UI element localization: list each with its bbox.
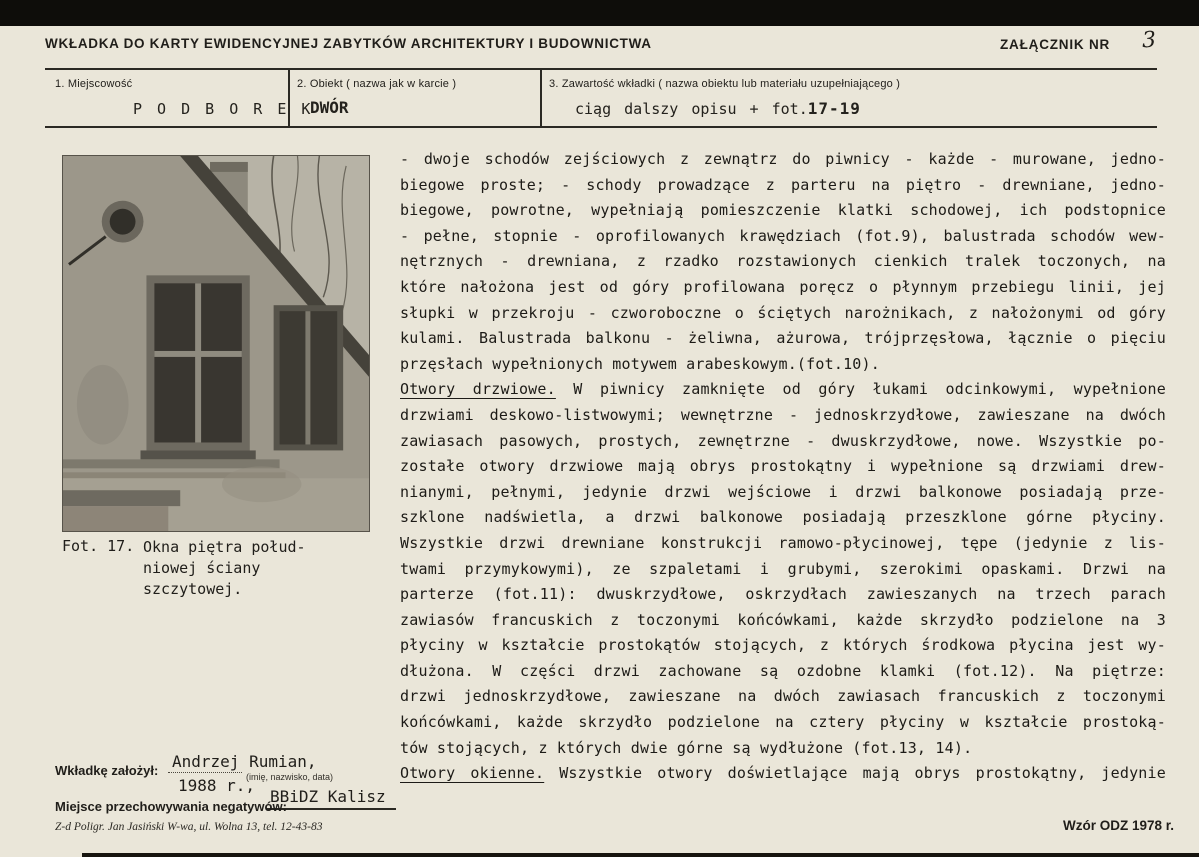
typewritten-line: dłużona. W części drzwi zachowane są ozdobne klamki (fot.12). Na piętrze: — [400, 661, 1166, 680]
field-value-miejscowosc: P O D B O R E K — [133, 100, 312, 118]
typewritten-line: końcówkami, każde skrzydło podzielone na cztery płyciny w kształcie prostoką- — [400, 713, 1166, 732]
typewritten-line: zostałe otwory drzwiowe mają obrys prostokątny i wypełnione są drzwiami drew- — [400, 457, 1166, 476]
photo-caption — [143, 537, 306, 600]
typewritten-line: drzwi jednoskrzydłowe, zawieszane na dwóch zawiasach francuskich z toczonymi — [400, 687, 1166, 706]
scan-bottom-edge — [82, 853, 1199, 857]
author-date: 1988 r., — [178, 776, 256, 795]
photo-caption-line-3: szczytowej. — [143, 580, 243, 598]
typewritten-line: Wszystkie drzwi drewniane konstrukcji ramowo-płycinowej, tępe (jedynie z lis- — [400, 533, 1166, 552]
typewritten-line: - pełne, stopnie - oprofilowanych krawędziach (fot.9), balustrada schodów wew- — [400, 226, 1166, 245]
field-divider-2 — [540, 69, 542, 126]
document-title: WKŁADKA DO KARTY EWIDENCYJNEJ ZABYTKÓW ARCHITEKTURY I BUDOWNICTWA — [45, 36, 652, 51]
author-dotted-line — [168, 772, 242, 773]
typewritten-line: parterze (fot.11): dwuskrzydłowe, oskrzydłach zawieszanych na trzech parach — [400, 585, 1166, 604]
printer-imprint: Z-d Poligr. Jan Jasiński W-wa, ul. Wolna 13, tel. 12-43-83 — [55, 821, 323, 833]
typewritten-line: płyciny w kształcie prostokątów stojących, z których środkowa płycina jest wy- — [400, 636, 1166, 655]
typewritten-line: kulami. Balustrada balkonu - żeliwna, ażurowa, trójprzęsłowa, łącznie o pięciu — [400, 329, 1166, 348]
negatives-location-value: BBiDZ Kalisz — [266, 787, 396, 810]
building-photo-illustration — [63, 156, 369, 531]
typewritten-line: biegowe proste; - schody prowadzące z parteru na piętro - drewniane, jedno- — [400, 175, 1166, 194]
field-value-zawartosc-typed: ciąg dalszy opisu + fot. — [575, 100, 808, 118]
typewritten-line: tów stojących, z których dwie górne są wydłużone (fot.13, 14). — [400, 738, 973, 757]
field-label-obiekt: 2. Obiekt ( nazwa jak w karcie ) — [297, 78, 457, 90]
underlined-heading: Otwory drzwiowe. — [400, 380, 556, 399]
field-value-obiekt: DWÓR — [310, 98, 349, 117]
photo-caption-line-2: niowej ściany — [143, 559, 261, 577]
photo-caption-label: Fot. 17. — [62, 537, 135, 555]
typewritten-line: słupki w przekroju - czworoboczne o ściętych narożnikach, z nałożonymi od góry — [400, 303, 1166, 322]
scan-top-edge — [0, 0, 1199, 26]
header-rule-bottom — [45, 126, 1157, 128]
typewritten-line: przęsłach wypełnionych motywem arabeskowym.(fot.10). — [400, 354, 880, 373]
field-value-zawartosc — [575, 99, 861, 118]
typewritten-line: Otwory drzwiowe. W piwnicy zamknięte od góry łukami odcinkowymi, wypełnione — [400, 380, 1166, 399]
typewritten-line: biegowe, powrotne, wypełniają pomieszczenie klatki schodowej, ich podstopnice — [400, 201, 1166, 220]
typewritten-line: zawiasów francuskich z toczonymi końcówkami, każde skrzydło podzielone na 3 — [400, 610, 1166, 629]
typewritten-line: nianymi, pełnymi, jedynie drzwi wejściowe i drzwi balkonowe posiadają prze- — [400, 482, 1166, 501]
negatives-field-label: Miejsce przechowywania negatywów: — [55, 799, 287, 814]
typewritten-line: które nałożona jest od góry profilowana poręcz o płynnym przebiegu linii, jej — [400, 277, 1166, 296]
author-field-label: Wkładkę założył: — [55, 763, 159, 778]
header-rule-top — [45, 68, 1157, 70]
typewritten-line: drzwiami deskowo-listwowymi; wewnętrzne - jednoskrzydłowe, zawieszane na dwóch — [400, 405, 1166, 424]
field-label-miejscowosc: 1. Miejscowość — [55, 78, 133, 90]
underlined-heading: Otwory okienne. — [400, 764, 545, 783]
field-value-zawartosc-handwritten: 17-19 — [807, 99, 861, 118]
annex-number-handwritten: 3 — [1141, 27, 1157, 54]
typewritten-line: zawiasach pasowych, prostych, zewnętrzne - dwuskrzydłowe, nowe. Wszystkie po- — [400, 431, 1166, 450]
annex-label: ZAŁĄCZNIK NR — [1000, 37, 1111, 52]
typewritten-line: Otwory okienne. Wszystkie otwory doświetlające mają obrys prostokątny, jedynie — [400, 764, 1166, 783]
photo-caption-line-1: Okna piętra połud- — [143, 538, 306, 556]
typewritten-line: - dwoje schodów zejściowych z zewnątrz do piwnicy - każde - murowane, jedno- — [400, 150, 1166, 168]
photo-fot-17 — [62, 155, 370, 532]
field-label-zawartosc: 3. Zawartość wkładki ( nazwa obiektu lub materiału uzupełniającego ) — [549, 78, 901, 90]
author-field-hint: (imię, nazwisko, data) — [246, 772, 334, 782]
typewritten-line: nętrznych - drewniana, z rzadko rozstawionych cienkich tralek toczonych, na — [400, 252, 1166, 271]
typewritten-line: szklone nadświetla, a drzwi balkonowe posiadają przeszklone górne płyciny. — [400, 508, 1166, 527]
typewritten-description — [400, 147, 1166, 787]
author-name: Andrzej Rumian, — [172, 752, 317, 771]
typewritten-line: twami przymykowymi), ze szpaletami i grubymi, szerokimi opaskami. Drzwi na — [400, 559, 1166, 578]
form-code: Wzór ODZ 1978 r. — [1063, 818, 1175, 833]
